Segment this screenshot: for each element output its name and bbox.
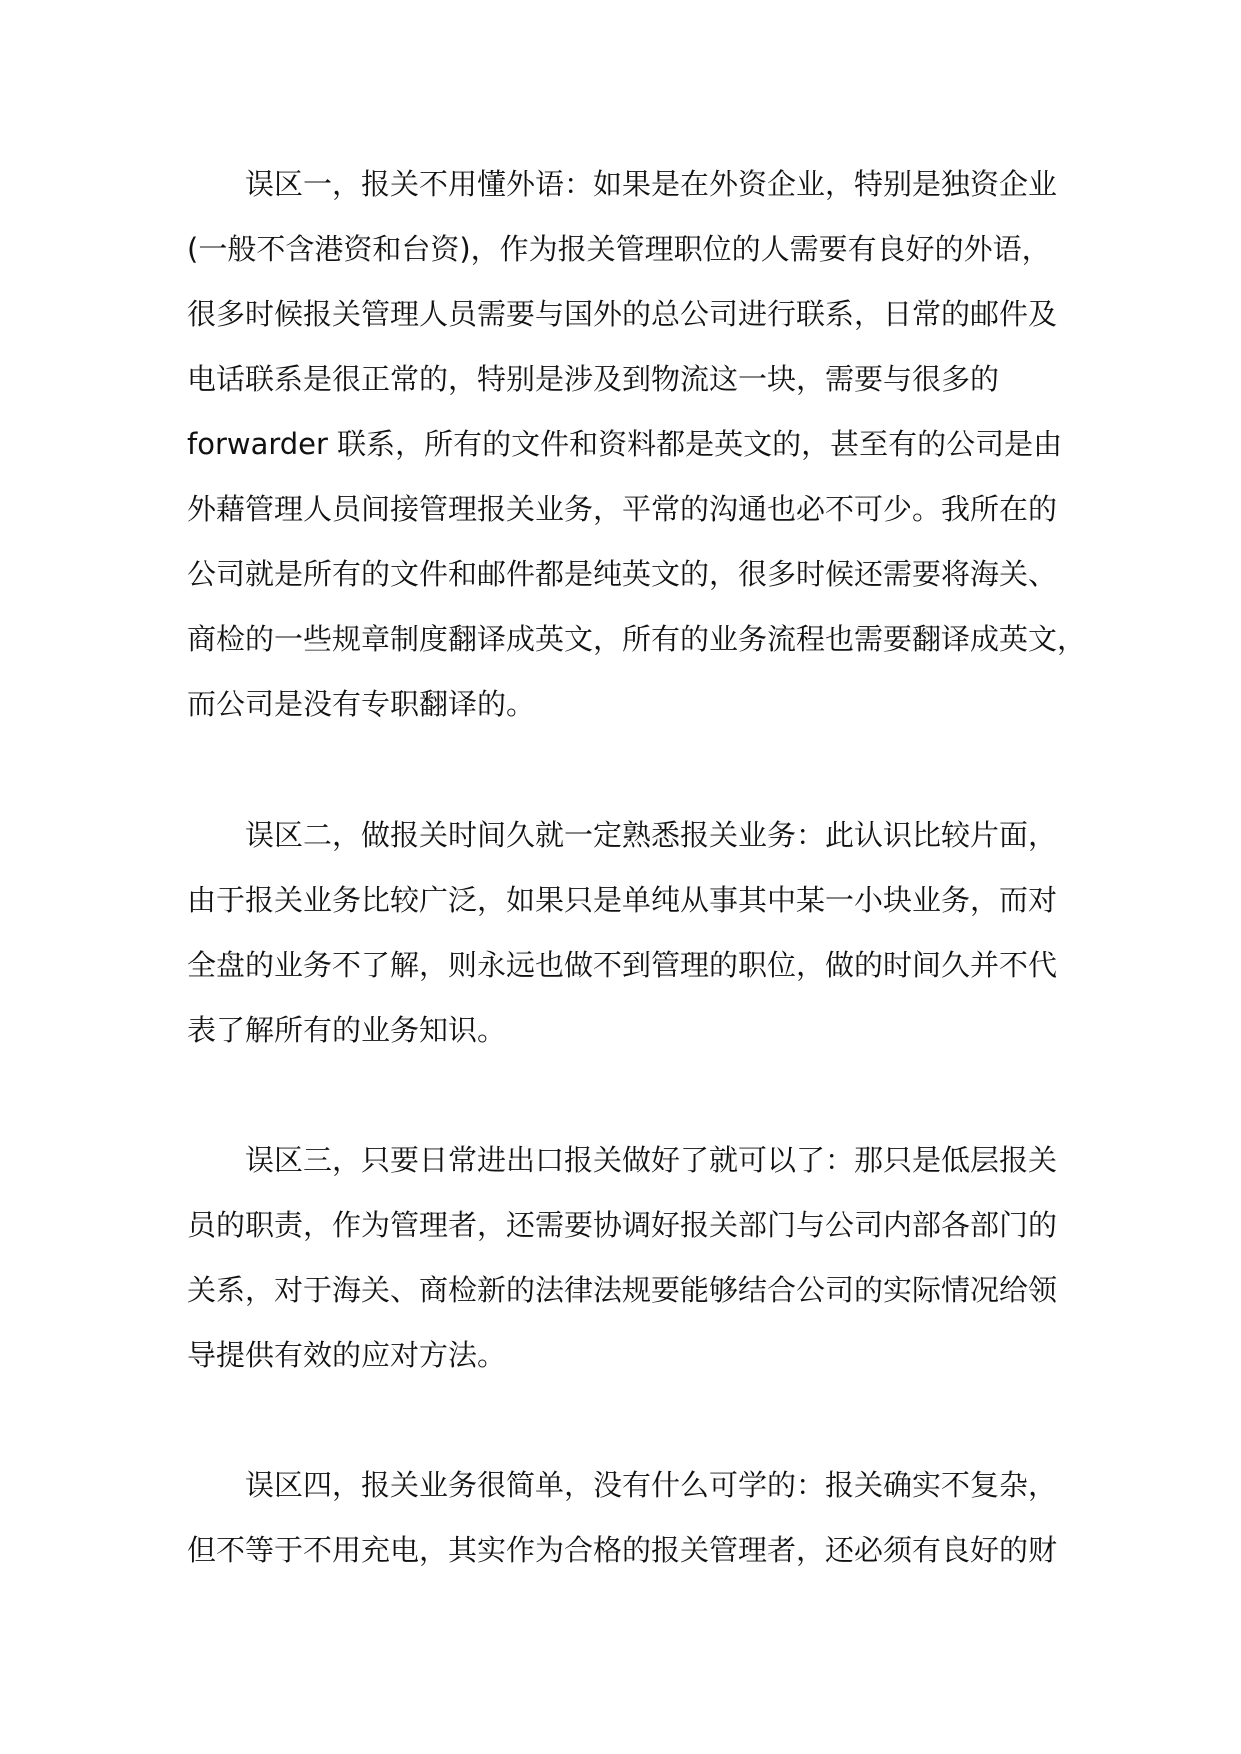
text-line: 很多时候报关管理人员需要与国外的总公司进行联系，日常的邮件及 [187,297,1058,331]
text-line: 外藉管理人员间接管理报关业务，平常的沟通也必不可少。我所在的 [187,492,1058,526]
text-line: 公司就是所有的文件和邮件都是纯英文的，很多时候还需要将海关、 [187,557,1058,591]
text-line: 导提供有效的应对方法。 [187,1338,507,1372]
paragraph-3 [187,1128,1087,1388]
paragraph-4 [187,1453,1087,1583]
text-line: 但不等于不用充电，其实作为合格的报关管理者，还必须有良好的财 [187,1533,1058,1567]
text-line: 误区一，报关不用懂外语：如果是在外资企业，特别是独资企业 [245,167,1058,201]
text-line: 表了解所有的业务知识。 [187,1013,507,1047]
text-line: forwarder 联系，所有的文件和资料都是英文的，甚至有的公司是由 [187,427,1063,461]
paragraph-1 [187,152,1087,737]
text-line: 而公司是没有专职翻译的。 [187,687,536,721]
paragraph-2 [187,803,1087,1063]
text-line: 商检的一些规章制度翻译成英文，所有的业务流程也需要翻译成英文， [187,622,1087,656]
text-line: 员的职责，作为管理者，还需要协调好报关部门与公司内部各部门的 [187,1208,1058,1242]
text-line: 关系，对于海关、商检新的法律法规要能够结合公司的实际情况给领 [187,1273,1058,1307]
text-line: 由于报关业务比较广泛，如果只是单纯从事其中某一小块业务，而对 [187,883,1058,917]
text-line: 误区二，做报关时间久就一定熟悉报关业务：此认识比较片面， [245,818,1058,852]
text-line: 电话联系是很正常的，特别是涉及到物流这一块，需要与很多的 [187,362,1000,396]
text-line: (一般不含港资和台资)，作为报关管理职位的人需要有良好的外语， [187,232,1051,266]
text-line: 误区三，只要日常进出口报关做好了就可以了：那只是低层报关 [245,1143,1058,1177]
text-line: 误区四，报关业务很简单，没有什么可学的：报关确实不复杂， [245,1468,1058,1502]
text-line: 全盘的业务不了解，则永远也做不到管理的职位，做的时间久并不代 [187,948,1058,982]
